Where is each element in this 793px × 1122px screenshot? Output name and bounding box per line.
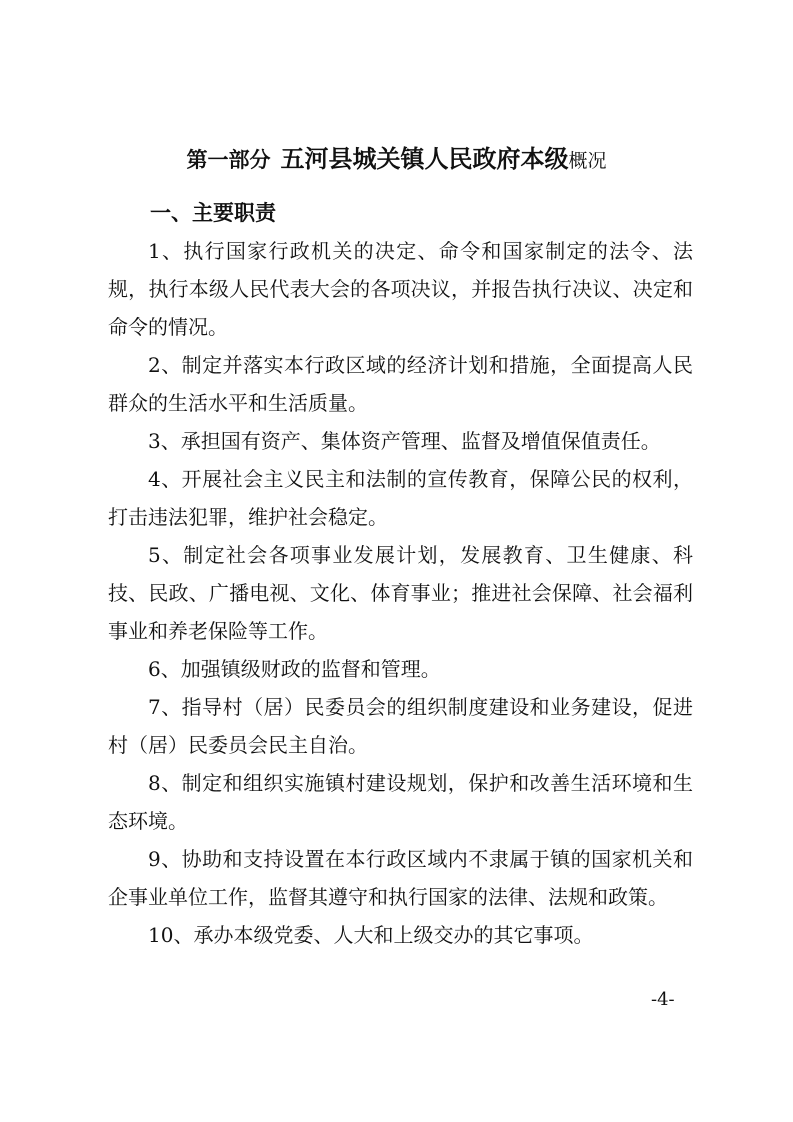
duties-list [108, 232, 693, 954]
title-part: 第一部分 [186, 148, 271, 172]
duty-item-7: 7、指导村（居）民委员会的组织制度建设和业务建设，促进村（居）民委员会民主自治。 [108, 695, 693, 757]
duty-item-1: 1、执行国家行政机关的决定、命令和国家制定的法令、法规，执行本级人民代表大会的各项决议，并报告执行决议、决定和命令的情况。 [108, 239, 693, 339]
title-main: 五河县城关镇人民政府本级 [280, 145, 569, 173]
duty-item-8: 8、制定和组织实施镇村建设规划，保护和改善生活环境和生态环境。 [108, 771, 693, 833]
duty-item-6: 6、加强镇级财政的监督和管理。 [148, 657, 441, 681]
duty-item-10: 10、承办本级党委、人大和上级交办的其它事项。 [148, 923, 594, 947]
title-suffix: 概况 [568, 150, 607, 172]
duty-item-3: 3、承担国有资产、集体资产管理、监督及增值保值责任。 [148, 429, 661, 453]
page-number: -4- [651, 989, 675, 1010]
duty-item-4: 4、开展社会主义民主和法制的宣传教育，保障公民的权利，打击违法犯罪，维护社会稳定。 [108, 467, 693, 529]
section-heading: 一、主要职责 [150, 201, 276, 225]
duty-item-2: 2、制定并落实本行政区域的经济计划和措施，全面提高人民群众的生活水平和生活质量。 [108, 353, 693, 415]
page-title [0, 142, 793, 178]
duty-item-9: 9、协助和支持设置在本行政区域内不隶属于镇的国家机关和企事业单位工作，监督其遵守和执行国家的法律、法规和政策。 [108, 847, 693, 909]
duty-item-5: 5、制定社会各项事业发展计划，发展教育、卫生健康、科技、民政、广播电视、文化、体育事业；推进社会保障、社会福利事业和养老保险等工作。 [108, 543, 693, 643]
